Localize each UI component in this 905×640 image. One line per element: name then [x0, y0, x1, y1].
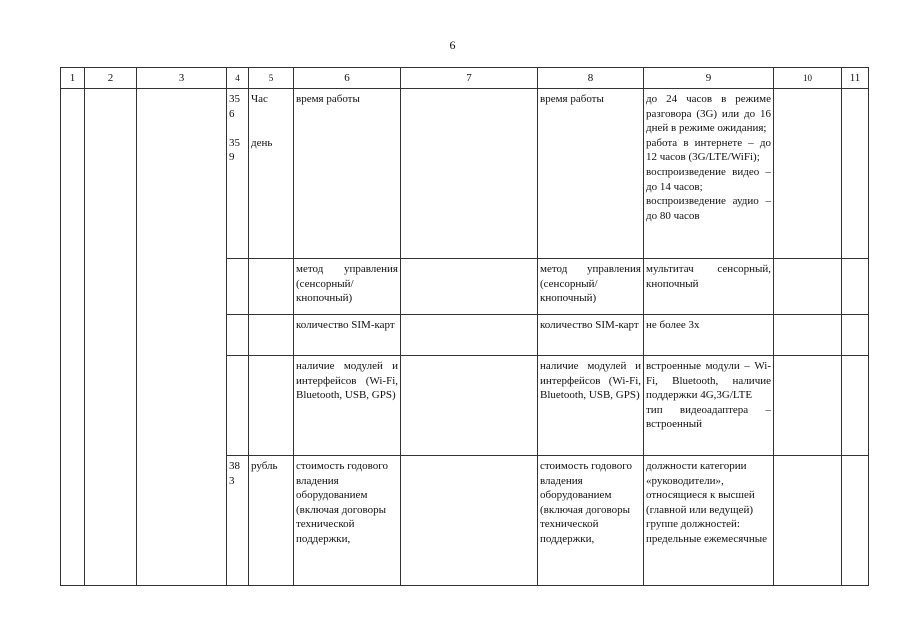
cell-value: не более 3х — [644, 315, 774, 356]
cell-col7 — [401, 259, 538, 315]
column-header-7: 7 — [401, 68, 538, 89]
cell-characteristic: наличие модулей и интерфейсов (Wi-Fi, Bluetooth, USB, GPS) — [294, 356, 401, 456]
cell-characteristic-8: наличие модулей и интерфейсов (Wi-Fi, Bluetooth, USB, GPS) — [538, 356, 644, 456]
cell-code: 38 3 — [227, 456, 249, 586]
cell-col7 — [401, 456, 538, 586]
page-number: 6 — [449, 38, 456, 52]
cell-characteristic: количество SIM-карт — [294, 315, 401, 356]
cell-code: 35 6 35 9 — [227, 89, 249, 259]
cell-col11 — [842, 89, 869, 259]
cell-col3 — [137, 89, 227, 586]
cell-col10 — [774, 456, 842, 586]
cell-col10 — [774, 259, 842, 315]
cell-col11 — [842, 456, 869, 586]
cell-unit — [249, 356, 294, 456]
column-header-4: 4 — [227, 68, 249, 89]
cell-col2 — [85, 89, 137, 586]
cell-characteristic: метод управления (сенсорный/кнопочный) — [294, 259, 401, 315]
cell-col10 — [774, 315, 842, 356]
requirements-table — [60, 67, 869, 586]
cell-col7 — [401, 89, 538, 259]
cell-characteristic-8: метод управления (сенсорный/кнопочный) — [538, 259, 644, 315]
cell-unit: Час день — [249, 89, 294, 259]
cell-unit: рубль — [249, 456, 294, 586]
cell-value: до 24 часов в режиме разговора (3G) или до 16 дней в режиме ожидания; работа в интернете – до 12 часов (3G/LTE/WiFi); воспроизведение видео – до 14 часов; воспроизведение аудио – до 80 часов — [644, 89, 774, 259]
cell-value: встроенные модули – Wi-Fi, Bluetooth, наличие поддержки 4G,3G/LTE тип видеоадаптера – встроенный — [644, 356, 774, 456]
cell-col10 — [774, 356, 842, 456]
column-header-9: 9 — [644, 68, 774, 89]
cell-col7 — [401, 315, 538, 356]
cell-characteristic-8: время работы — [538, 89, 644, 259]
cell-col7 — [401, 356, 538, 456]
column-header-2: 2 — [85, 68, 137, 89]
cell-unit — [249, 315, 294, 356]
cell-characteristic: время работы — [294, 89, 401, 259]
cell-code — [227, 315, 249, 356]
cell-characteristic-8: количество SIM-карт — [538, 315, 644, 356]
column-header-5: 5 — [249, 68, 294, 89]
column-header-3: 3 — [137, 68, 227, 89]
cell-col11 — [842, 259, 869, 315]
column-header-8: 8 — [538, 68, 644, 89]
column-header-6: 6 — [294, 68, 401, 89]
cell-code — [227, 259, 249, 315]
cell-value: должности категории «руководители», относящиеся к высшей (главной или ведущей) группе должностей: предельные ежемесячные — [644, 456, 774, 586]
column-header-1: 1 — [61, 68, 85, 89]
cell-code — [227, 356, 249, 456]
column-header-11: 11 — [842, 68, 869, 89]
cell-col11 — [842, 356, 869, 456]
cell-col11 — [842, 315, 869, 356]
column-header-10: 10 — [774, 68, 842, 89]
cell-unit — [249, 259, 294, 315]
table-row — [61, 89, 869, 259]
cell-characteristic: стоимость годового владения оборудованием (включая договоры технической поддержки, — [294, 456, 401, 586]
cell-value: мультитач сенсорный, кнопочный — [644, 259, 774, 315]
cell-col1 — [61, 89, 85, 586]
cell-characteristic-8: стоимость годового владения оборудованием (включая договоры технической поддержки, — [538, 456, 644, 586]
header-row — [61, 68, 869, 89]
cell-col10 — [774, 89, 842, 259]
